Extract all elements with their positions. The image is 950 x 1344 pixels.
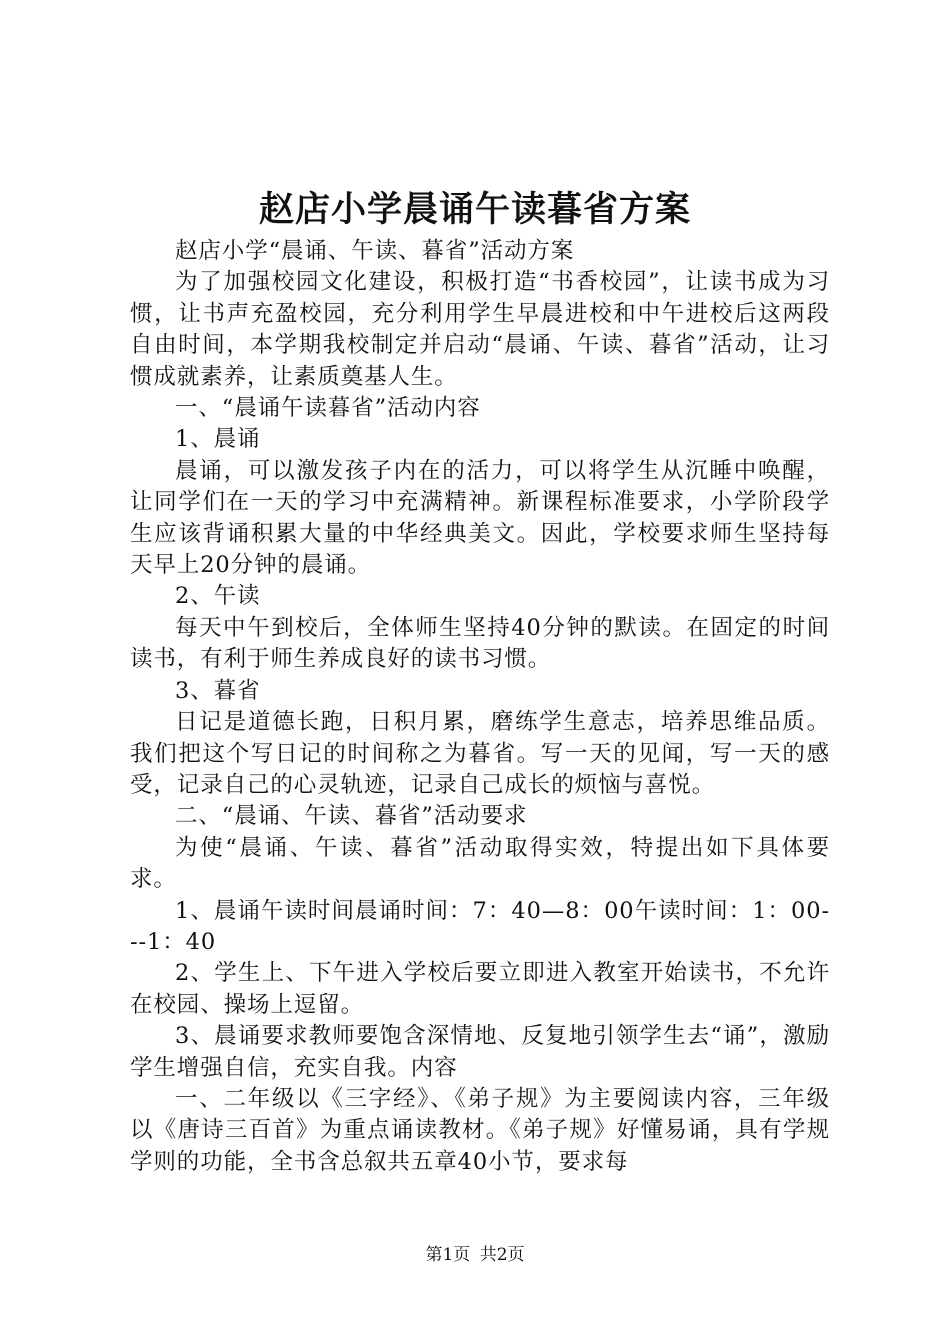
paragraph-noon: 每天中午到校后，全体师生坚持40分钟的默读。在固定的时间读书，有利于师生养成良好的读书习惯。 bbox=[130, 614, 830, 673]
section-heading-content: 一、“晨诵午读暮省”活动内容 bbox=[175, 395, 481, 422]
requirement-item-3: 3、晨诵要求教师要饱含深情地、反复地引领学生去“诵”，激励学生增强自信，充实自我。内容 bbox=[130, 1023, 830, 1081]
page-number: 第1页 bbox=[425, 1245, 471, 1265]
subheading-morning: 1、晨诵 bbox=[175, 426, 261, 453]
paragraph-grade-content: 一、二年级以《三字经》、《弟子规》为主要阅读内容，三年级以《唐诗三百首》为重点诵读教材。《弟子规》好懂易诵，具有学规学则的功能，全书含总叙共五章40小节，要求每 bbox=[130, 1085, 830, 1175]
paragraph-morning: 晨诵，可以激发孩子内在的活力，可以将学生从沉睡中唤醒，让同学们在一天的学习中充满精神。新课程标准要求，小学阶段学生应该背诵积累大量的中华经典美文。因此，学校要求师生坚持每天早上20分钟的晨诵。 bbox=[130, 457, 830, 579]
section-heading-requirements: 二、“晨诵、午读、暮省”活动要求 bbox=[175, 803, 528, 830]
paragraph-heading: 赵店小学“晨诵、午读、暮省”活动方案 bbox=[175, 238, 575, 264]
requirement-item-1: 1、晨诵午读时间晨诵时间：7：40—8：00午读时间：1：00---1：40 bbox=[130, 897, 830, 955]
page-footer bbox=[0, 1243, 950, 1267]
requirement-item-2: 2、学生上、下午进入学校后要立即进入教室开始读书，不允许在校园、操场上逗留。 bbox=[130, 960, 830, 1018]
document-body bbox=[130, 236, 830, 1178]
subheading-evening: 3、暮省 bbox=[175, 677, 261, 704]
page-total: 共2页 bbox=[479, 1245, 525, 1265]
paragraph-intro: 为了加强校园文化建设，积极打造“书香校园”，让读书成为习惯，让书声充盈校园，充分利用学生早晨进校和中午进校后这两段自由时间，本学期我校制定并启动“晨诵、午读、暮省”活动，让习惯成就素养，让素质奠基人生。 bbox=[130, 269, 830, 390]
paragraph-requirements-intro: 为使“晨诵、午读、暮省”活动取得实效，特提出如下具体要求。 bbox=[130, 834, 830, 893]
document-title: 赵店小学晨诵午读暮省方案 bbox=[258, 189, 691, 230]
subheading-noon: 2、午读 bbox=[175, 583, 261, 610]
paragraph-evening: 日记是道德长跑，日积月累，磨练学生意志，培养思维品质。我们把这个写日记的时间称之为暮省。写一天的见闻，写一天的感受，记录自己的心灵轨迹，记录自己成长的烦恼与喜悦。 bbox=[130, 709, 830, 798]
